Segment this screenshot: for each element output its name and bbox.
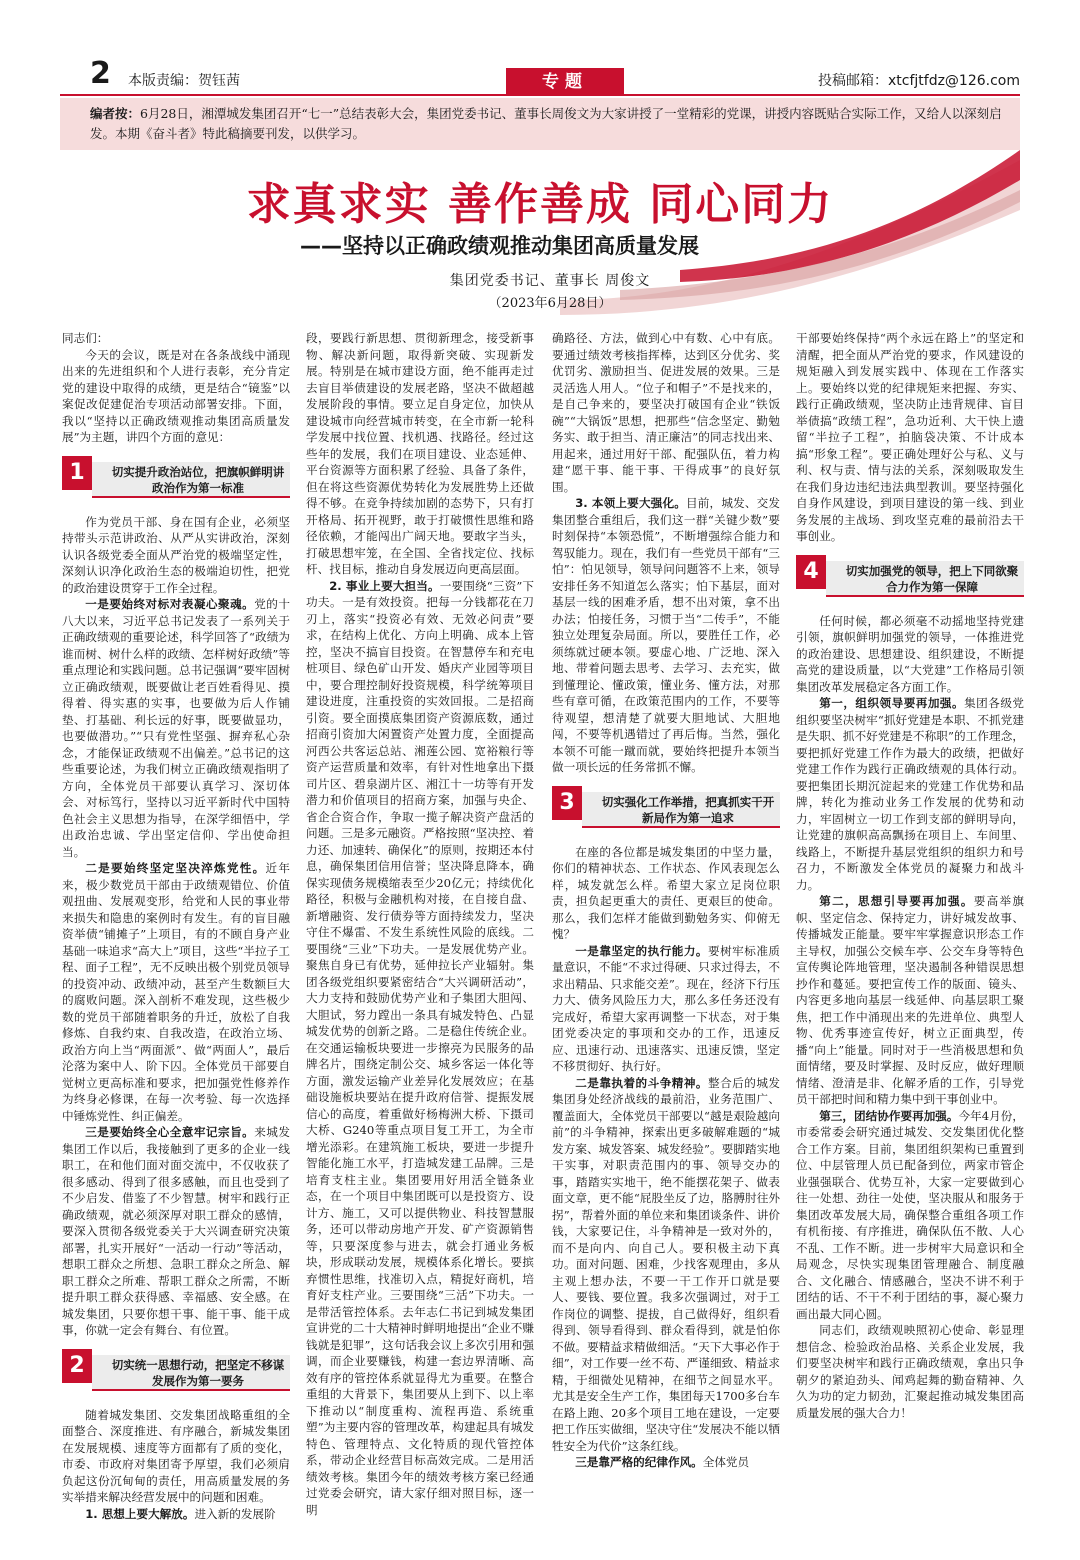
editor-note — [60, 98, 1020, 150]
column-3 — [552, 330, 780, 1520]
paragraph — [552, 495, 780, 776]
submission-email: 投稿邮箱：xtcfjtfdz@126.com — [817, 73, 1020, 89]
paragraph-text: 今年4月份，市委常委会研究通过城发、交发集团优化整合工作方案。目前，集团组织架构已重置到位、中层管理人员已配备到位，两家市管企业强强联合、优势互补，大家一定要做到心往一处想、劲往一处使，坚决服从和服务于集团改革发展大局，确保整合重组各项工作有机衔接、有序推进，确保队伍不散、人心不乱、工作不断。进一步树牢大局意识和全局观念，尽快实现集团管理融合、制度融合、文化融合、情感融合，坚决不讲不利于团结的话、不干不利于团结的事，凝心聚力画出最大同心圆。 — [796, 1108, 1024, 1321]
section-title: 切实提升政治站位，把旗帜鲜明讲政治作为第一标准 — [92, 462, 290, 498]
section-header-1 — [62, 456, 290, 502]
paragraph-lead: 第二，思想引导要再加强。 — [819, 894, 974, 908]
paragraph-lead: 一是要始终对标对表凝心聚魂。 — [85, 597, 255, 611]
section-number: 2 — [62, 1349, 92, 1383]
greeting: 同志们： — [62, 331, 109, 345]
section-number: 1 — [62, 456, 92, 490]
paragraph: 随着城发集团、交发集团战略重组的全面整合、深度推进、有序融合，新城发集团在发展规模、速度等方面都有了质的变化，市委、市政府对集团寄予厚望，我们必须肩负起这份沉甸甸的责任，用高质量发展的务实举措来解决经营发展中的问题和困难。 — [62, 1407, 290, 1504]
editor-note-label: 编者按： — [90, 106, 141, 121]
page-header — [60, 56, 1020, 94]
editor-note-text: 6月28日，湘潭城发集团召开“七一”总结表彰大会，集团党委书记、董事长周俊文为大家讲授了一堂精彩的党课，讲授内容既贴合实际工作，又给人以深刻启发。本期《奋斗者》特此稿摘要刊发，以供学习。 — [90, 106, 1002, 141]
paragraph-text: 来城发集团工作以后，我接触到了更多的企业一线职工，在和他们面对面交流中，不仅收获了很多感动、得到了很多感触，而且也受到了不少启发、借鉴了不少智慧。树牢和践行正确政绩观，就必须深厚对职工群众的感情，要深入贯彻各级党委关于大兴调查研究决策部署，扎实开展好“一活动一行动”等活动，想职工群众之所想、急职工群众之所急、解职工群众之所难、帮职工群众之所需，不断提升职工群众获得感、幸福感、安全感。在城发集团，只要你想干事、能干事、能干成事，你就一定会有舞台、有位置。 — [62, 1125, 290, 1337]
topic-badge: 专题 — [506, 68, 624, 96]
article-subtitle: ——坚持以正确政绩观推动集团高质量发展 — [300, 234, 699, 258]
paragraph — [796, 893, 1024, 1108]
paragraph-text: 要树牢标准质量意识，不能“不求过得硬、只求过得去，不求出精品、只求能交差”。现在，经济下行压力大、债务风险压力大，那么多任务还没有完成好，希望大家再调整一下状态，对于集团党委决定的事项和交办的工作，迅速反应、迅速行动、迅速落实、迅速反馈，坚定不移贯彻好、执行好。 — [552, 943, 780, 1073]
header-divider — [60, 94, 1020, 96]
paragraph — [62, 860, 290, 1124]
page-number: 2 — [90, 56, 111, 91]
paragraph — [306, 578, 534, 1519]
paragraph — [796, 1108, 1024, 1323]
article-title: 求真求实 善作善成 同心同力 — [246, 179, 834, 230]
paragraph-text: 进入新的发展阶 — [194, 1506, 276, 1521]
paragraph-lead: 三是靠严格的纪律作风。 — [575, 1455, 703, 1469]
intro-paragraph: 今天的会议，既是对在各条战线中涌现出来的先进组织和个人进行表彰，充分肯定党的建设中取得的成绩，更是结合“镜鉴”以案促改促建促治专项活动部署安排。下面，我以“坚持以正确政绩观推动集团高质量发展”为主题，讲四个方面的意见： — [62, 347, 290, 444]
paragraph-text: 要高举旗帜、坚定信念、保持定力，讲好城发故事、传播城发正能量。要牢牢掌握意识形态工作主导权，加强公交候车亭、公交车身等特色宣传舆论阵地管理，坚决遏制各种错误思想抄作和蔓延。要把宣传工作的版面、镜头、内容更多地向基层一线延伸、向基层职工聚焦，把工作中涌现出来的先进单位、典型人物、优秀事迹宣传好，树立正面典型，传播“向上”能量。同时对于一些消极思想和负面情绪，要及时掌握、及时反应，做好理顺情绪、澄清是非、化解矛盾的工作，引导党员干部把时间和精力集中到干事创业中。 — [796, 894, 1024, 1106]
paragraph — [552, 1075, 780, 1455]
paragraph — [62, 1124, 290, 1339]
paragraph — [552, 943, 780, 1075]
paragraph — [552, 1454, 780, 1471]
paragraph: 同志们，政绩观映照初心使命、彰显理想信念、检验政治品格、关系企业发展，我们要坚决树牢和践行正确政绩观，拿出只争朝夕的紧迫劲头、闻鸡起舞的勤奋精神、久久为功的定力韧劲，汇聚起推动城发集团高质量发展的强大合力！ — [796, 1323, 1024, 1420]
paragraph-lead: 第三，团结协作要再加强。 — [819, 1108, 959, 1123]
paragraph-text: 全体党员 — [702, 1455, 750, 1469]
paragraph-text: 党的十八大以来，习近平总书记发表了一系列关于正确政绩观的重要论述，科学回答了“政绩为谁而树、树什么样的政绩、怎样树好政绩”等重点理论和实践问题。总书记强调“要牢固树立正确政绩观，既要做让老百姓看得见、摸得着、得实惠的实事，也要做为后人作铺垫、打基础、利长远的好事，既要做显功，也要做潜功。”“只有党性坚强、摒弃私心杂念，才能保证政绩观不出偏差。”总书记的这些重要论述，为我们树立正确政绩观指明了方向，全体党员干部要认真学习、深切体会、对标笃行，坚持以习近平新时代中国特色社会主义思想为指导，在深学细悟中，学出政治忠诚、学出坚定信仰、学出使命担当。 — [62, 597, 290, 859]
paragraph: 段，要践行新思想、贯彻新理念，接受新事物、解决新问题，取得新突破、实现新发展。特别是在城市建设方面，绝不能再走过去盲目举债建设的发展老路，坚决不做超越发展阶段的事情。要立足自身定位，加快从建设城市向经营城市转变，在全市新一轮科学发展中找位置、找机遇、找路径。经过这些年的发展，我们在项目建设、业态延伸、平台资源等方面积累了经验、具备了条件，但在将这些资源优势转化为发展胜势上还做得不够。在竞争持续加剧的态势下，只有打开格局、拓开视野，敢于打破惯性思维和路径依赖，才能闯出广阔天地。要敢字当头，打破思想牢笼，在全国、全省找定位、找标杆、找目标，推动自身发展迈向更高层面。 — [306, 331, 534, 576]
article-date: （2023年6月28日） — [488, 296, 612, 311]
section-title: 切实统一思想行动，把坚定不移谋发展作为第一要务 — [92, 1355, 290, 1391]
paragraph: 在座的各位都是城发集团的中坚力量，你们的精神状态、工作状态、作风表现怎么样，城发就怎么样。希望大家立足岗位职责，担负起更重大的责任、更艰巨的使命。那么，我们怎样才能做到勤勉务实、仰俯无愧？ — [552, 844, 780, 941]
section-title: 切实加强党的领导，把上下同欲聚合力作为第一保障 — [826, 561, 1024, 597]
column-4 — [796, 330, 1024, 1490]
paragraph — [796, 695, 1024, 893]
section-header-4 — [796, 555, 1024, 601]
paragraph-text: 近年来，极少数党员干部由于政绩观错位、价值观扭曲、发展观变形，给党和人民的事业带来损失和隐患的案例时有发生。有的盲目融资举债“铺摊子”上项目，有的不顾自身产业基础一味追求“高大上”项目，这些“半拉子工程、面子工程”，无不反映出极个别党员领导的投资冲动、政绩冲动，甚至产生数额巨大的腐败问题。深入剖析不难发现，这些极少数的党员干部随着职务的升迁，放松了自我修炼、自我约束、自我改造，在政治立场、政治方向上当“两面派”、做“两面人”，最后沦落为案中人、阶下囚。全体党员干部要自觉树立更高标准和要求，把加强党性修养作为终身必修课，在每一次考验、每一次选择中锤炼党性、纠正偏差。 — [62, 861, 290, 1123]
section-number: 3 — [552, 786, 582, 820]
section-header-2 — [62, 1349, 290, 1395]
paragraph-lead: 第一，组织领导要再加强。 — [819, 696, 965, 710]
paragraph: 作为党员干部、身在国有企业，必须坚持带头示范讲政治、从严从实讲政治，深刻认识各级党委全面从严治党的极端坚定性，深刻认识净化政治生态的极端迫切性，把党的政治建设贯穿于工作全过程。 — [62, 514, 290, 595]
paragraph-lead: 1. 思想上要大解放。 — [85, 1506, 195, 1521]
paragraph-lead: 三是要始终全心全意牢记宗旨。 — [85, 1125, 255, 1139]
paragraph: 任何时候，都必须毫不动摇地坚持党建引领，旗帜鲜明加强党的领导，一体推进党的政治建设、思想建设、组织建设，不断提高党的建设质量，以“大党建”工作格局引领集团改革发展稳定各方面工作。 — [796, 613, 1024, 694]
paragraph-text: 目前，城发、交发集团整合重组后，我们这一群“关键少数”要时刻保持“本领恐慌”，不断增强综合能力和驾驭能力。现在，我们有一些党员干部有“三怕”：怕见领导，领导问问题答不上来，领导安排任务不知道怎么落实；怕下基层，面对基层一线的困难矛盾，想不出对策，拿不出办法；怕接任务，习惯于当“二传手”，不能独立处理复杂局面。所以，要胜任工作，必须练就过硬本领。要虚心地、广泛地、深入地、带着问题去思考、去学习、去充实，做到懂理论、懂政策，懂业务、懂方法，对那些有章可循，在政策范围内的工作，不要等待观望，想清楚了就要大胆地试、大胆地闯，不要等机遇错过了再后悔。当然，强化本领不可能一蹴而就，要始终把提升本领当做一项长远的任务常抓不懈。 — [552, 496, 780, 774]
paragraph: 干部要始终保持“两个永远在路上”的坚定和清醒，把全面从严治党的要求，作风建设的规矩融入到发展实践中、体现在工作落实上。要始终以党的纪律规矩来把握、夯实、践行正确政绩观，坚决防止违背规律、盲目举债搞“政绩工程”，急功近利、大干快上遗留“半拉子工程”，拍脑袋决策、不计成本搞“形象工程”。要正确处理好公与私、义与利、权与责、情与法的关系，深刻吸取发生在我们身边违纪违法典型教训。要坚持强化自身作风建设，到项目建设的第一线、到业务发展的主战场、到攻坚克难的最前沿去干事创业。 — [796, 331, 1024, 543]
paragraph-lead: 3. 本领上要大强化。 — [575, 496, 687, 510]
column-2 — [306, 330, 534, 1520]
paragraph-lead: 二是要始终坚定坚决淬炼党性。 — [85, 861, 266, 875]
paragraph-lead: 2. 事业上要大担当。 — [329, 578, 440, 593]
paragraph — [62, 1506, 290, 1523]
section-number: 4 — [796, 555, 826, 589]
editor-credit: 本版责编：贺钰茜 — [128, 73, 240, 89]
paragraph-text: 整合后的城发集团身处经济战线的最前沿，业务范围广、覆盖面大，全体党员干部要以“越是艰险越向前”的斗争精神，探索出更多破解难题的“城发方案、城发答案、城发经验”。要脚踏实地干实事，对职责范围内的事、领导交办的事，踏踏实实地干，绝不能摆花架子、做表面文章，更不能“屁股坐反了边，胳膊肘往外拐”，帮着外面的单位来和集团谈条件、讲价钱，大家要记住，斗争精神是一致对外的，而不是向内、向自己人。要积极主动下真功。面对问题、困难，少找客观理由，多从主观上想办法，不要一干工作开口就是要人、要钱、要位置。我多次强调过，对于工作岗位的调整、提拔，自己做得好，组织看得到、领导看得到、群众看得到，就是怕你不做。要精益求精做细活。“天下大事必作于细”，对工作要一丝不苟、严谨细致、精益求精，于细微处见精神，在细节之间显水平。尤其是安全生产工作，集团每天1700多台车在路上跑、20多个项目工地在建设，一定要把工作压实做细，坚决守住“发展决不能以牺牲安全为代价”这条红线。 — [552, 1075, 780, 1453]
paragraph-text: 集团各级党组织要坚决树牢“抓好党建是本职、不抓党建是失职、抓不好党建是不称职”的工作理念，要把抓好党建工作作为最大的政绩，把做好党建工作作为践行正确政绩观的具体行动。要把集团长期沉淀起来的党建工作优势和品牌，转化为推动业务工作发展的优势和动力，牢固树立一切工作到支部的鲜明导向，让党建的旗帜高高飘扬在项目上、车间里、线路上，不断提升基层党组织的组织力和号召力，不断激发全体党员的凝聚力和战斗力。 — [796, 696, 1024, 892]
paragraph-text: 一要围绕“三资”下功夫。一是有效投资。把每一分钱都花在刀刃上，落实“投资必有效、无效必问责”要求，在结构上优化、方向上明确、成本上管控，坚决不搞盲目投资。在智慧停车和充电桩项目、绿色矿山开发、婚庆产业园等项目中，要合理控制好投资规模，科学统筹项目建设进度，注重投资的实效回报。二是招商引资。要全面摸底集团资产资源底数，通过招商引资加大闲置资产处置力度，全面提高河西公共客运总站、湘莲公园、宽裕粮行等资产运营质量和效率，有针对性地拿出下摄司片区、碧泉湖片区、湘江十一坊等有开发潜力和价值项目的招商方案，加强与央企、省企合资合作，争取一揽子解决资产盘活的问题。三是多元融资。严格按照“坚决控、着力还、加速转、确保化”的原则，按期还本付息，确保集团信用信誉；坚决降息降本，确保实现债务规模缩表至少20亿元；持续优化路径，积极与金融机构对接，在自接自盘、新增融资、发行债券等方面持续发力，坚决守住不爆雷、不发生系统性风险的底线。二要围绕“三业”下功夫。一是发展优势产业。聚焦自身已有优势，延伸拉长产业辐射。集团各级党组织要紧密结合“大兴调研活动”，大力支持和鼓励优势产业和子集团大胆闯、大胆试，努力蹚出一条具有城发特色、凸显城发优势的创新之路。二是稳住传统企业。在交通运输板块要进一步擦亮为民服务的品牌名片，围绕定制公交、城乡客运一体化等方面，激发运输产业差异化发展效应；在基础设施板块要站在提升政府信誉、提振发展信心的高度，着重做好杨梅洲大桥、下摄司大桥、G240等重点项目复工开工，为全市增光添彩。在建筑施工板块，要进一步提升智能化施工水平，打造城发建工品牌。三是培育支柱主业。集团要用好用活全链条业态，在一个项目中集团既可以是投资方、设计方、施工，又可以提供物业、科技智慧服务，还可以带动房地产开发、矿产资源销售等，只要深度参与进去，就会打通业务板块，形成联动发展，规模体系化增长。要摈弃惯性思维，找准切入点，精捉好商机，培育好支柱产业。三要围绕“三活”下功夫。一是带活管控体系。去年志仁书记到城发集团宣讲党的二十大精神时鲜明地提出“企业不赚钱就是犯罪”，这句话我会议上多次引用和强调，而企业要赚钱，构建一套边界清晰、高效有序的管控体系就显得尤为重要。在整合重组的大背景下，集团要从上到下、以上率下推动以“制度重构、流程再造、系统重塑”为主要内容的管理改革，构建起具有城发特色、管理特点、文化特质的现代管控体系，带动企业经营目标高效完成。二是用活绩效考核。集团今年的绩效考核方案已经通过党委会研究，请大家仔细对照目标，逐一明 — [306, 578, 534, 1517]
section-title: 切实强化工作举措，把真抓实干开新局作为第一追求 — [582, 792, 780, 828]
paragraph — [62, 596, 290, 860]
section-header-3 — [552, 786, 780, 832]
paragraph-lead: 二是靠执着的斗争精神。 — [575, 1075, 709, 1090]
article-author: 集团党委书记、董事长 周俊文 — [449, 273, 651, 289]
paragraph: 确路径、方法，做到心中有数、心中有底。要通过绩效考核指挥棒，达到区分优劣、奖优罚劣、激励担当、促进发展的效果。三是灵活选人用人。“位子和帽子”不是找来的，是自己争来的，要坚决打破国有企业“铁饭碗”“大锅饭”思想，把那些“信念坚定、勤勉务实、敢于担当、清正廉洁”的同志找出来、用起来，通过用好干部、配强队伍，着力构建“愿干事、能干事、干得成事”的良好氛围。 — [552, 331, 780, 494]
column-1 — [62, 330, 290, 1521]
paragraph-lead: 一是靠坚定的执行能力。 — [575, 943, 709, 958]
